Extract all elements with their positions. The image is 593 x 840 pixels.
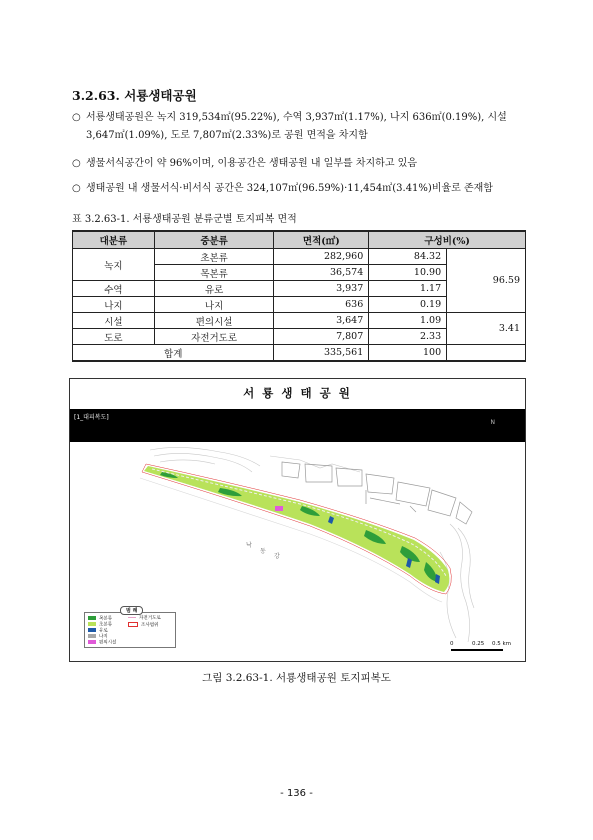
cell-area: 282,960 [274,249,369,265]
cell-major: 시설 [73,313,155,329]
legend-line [128,617,136,618]
header-area: 면적(㎡) [274,231,369,249]
cell-ratio: 1.17 [369,281,447,297]
bullet-mark: ○ [72,183,81,194]
cell-sub: 자전거도로 [154,329,274,345]
table-caption: 표 3.2.63-1. 서룡생태공원 분류군별 토지피복 면적 [72,214,297,225]
cell-major: 수역 [73,281,155,297]
bullet-mark: ○ [72,158,81,169]
topography-lines [150,447,474,642]
table-row [73,313,526,329]
legend-swatch [88,628,96,632]
legend-item [88,640,116,646]
cell-ratio: 2.33 [369,329,447,345]
legend-swatch [88,622,96,626]
cell-ratio: 10.90 [369,265,447,281]
map-bar-label: [1_대피복도] [74,414,109,421]
legend-box [128,622,138,627]
cell-area: 36,574 [274,265,369,281]
header-sub: 중분류 [154,231,274,249]
cell-empty [447,345,526,362]
cell-major: 나지 [73,297,155,313]
bullet-item [72,155,532,173]
legend-label: 나지 [99,634,108,640]
legend-label: 유로 [99,628,108,634]
legend-label: 목본류 [99,616,113,622]
legend-swatch [88,640,96,644]
cell-sub: 나지 [154,297,274,313]
header-major: 대분류 [73,231,155,249]
figure-caption: 그림 3.2.63-1. 서룡생태공원 토지피복도 [202,672,391,684]
bullet-item [72,109,532,145]
table-row [73,249,526,265]
legend-label: 편의시설 [99,640,117,646]
scale-segment [451,649,477,651]
bullet-item [72,180,532,198]
cell-ratio: 1.09 [369,313,447,329]
cell-total-label: 합계 [73,345,274,362]
cell-group-ratio: 96.59 [447,249,526,313]
legend-swatch [88,616,96,620]
map-header-bar [70,409,525,442]
scale-label: 0.5 km [492,641,512,647]
bullet-continuation: 3,647㎡(1.09%), 도로 7,807㎡(2.33%)로 공원 면적을 차지함 [86,130,368,141]
cell-sub: 목본류 [154,265,274,281]
cell-major: 도로 [73,329,155,345]
legend-swatch [88,634,96,638]
page-number: - 136 - [280,788,313,799]
bullet-mark: ○ [72,112,81,123]
north-mark: N [490,419,495,426]
scale-segment [477,649,503,651]
legend-item [128,622,158,628]
cell-ratio: 84.32 [369,249,447,265]
table-header-row [73,231,526,249]
scale-bar [450,641,515,653]
scale-label: 0.25 [472,641,485,647]
land-cover-map-figure [69,378,526,662]
cell-area: 3,937 [274,281,369,297]
legend-label: 초본류 [99,622,113,628]
header-ratio: 구성비(%) [369,231,526,249]
facility-area [275,506,283,511]
cell-area: 3,647 [274,313,369,329]
bullet-text: 생태공원 내 생물서식·비서식 공간은 324,107㎡(96.59%)·11,454㎡(3.41%)비율로 존재함 [86,183,493,194]
scale-label: 0 [450,641,454,647]
table-total-row [73,345,526,362]
river-label-char: 동 [260,548,266,555]
section-heading: 3.2.63. 서룡생태공원 [72,88,197,103]
cell-group-ratio: 3.41 [447,313,526,345]
cell-total-area: 335,561 [274,345,369,362]
land-cover-table [72,230,526,362]
legend-label: 자전거도로 [139,616,161,621]
cell-major-green: 녹지 [73,249,155,281]
map-title: 서 룡 생 태 공 원 [243,386,352,400]
cell-sub: 초본류 [154,249,274,265]
legend-title: 범 례 [120,606,143,615]
bullet-text: 서룡생태공원은 녹지 319,534㎡(95.22%), 수역 3,937㎡(1.17%), 나지 636㎡(0.19%), 시설 [86,112,507,123]
cell-sub: 유로 [154,281,274,297]
river-label-char: 낙 [246,542,252,549]
map-legend [84,608,174,646]
cell-ratio: 0.19 [369,297,447,313]
river-label-char: 강 [274,553,280,560]
cell-area: 7,807 [274,329,369,345]
cell-sub: 편의시설 [154,313,274,329]
herbaceous-area [144,466,449,592]
cell-total-ratio: 100 [369,345,447,362]
legend-label: 조사범위 [141,623,159,628]
cell-area: 636 [274,297,369,313]
bullet-text: 생물서식공간이 약 96%이며, 이용공간은 생태공원 내 일부를 차지하고 있음 [86,158,417,169]
